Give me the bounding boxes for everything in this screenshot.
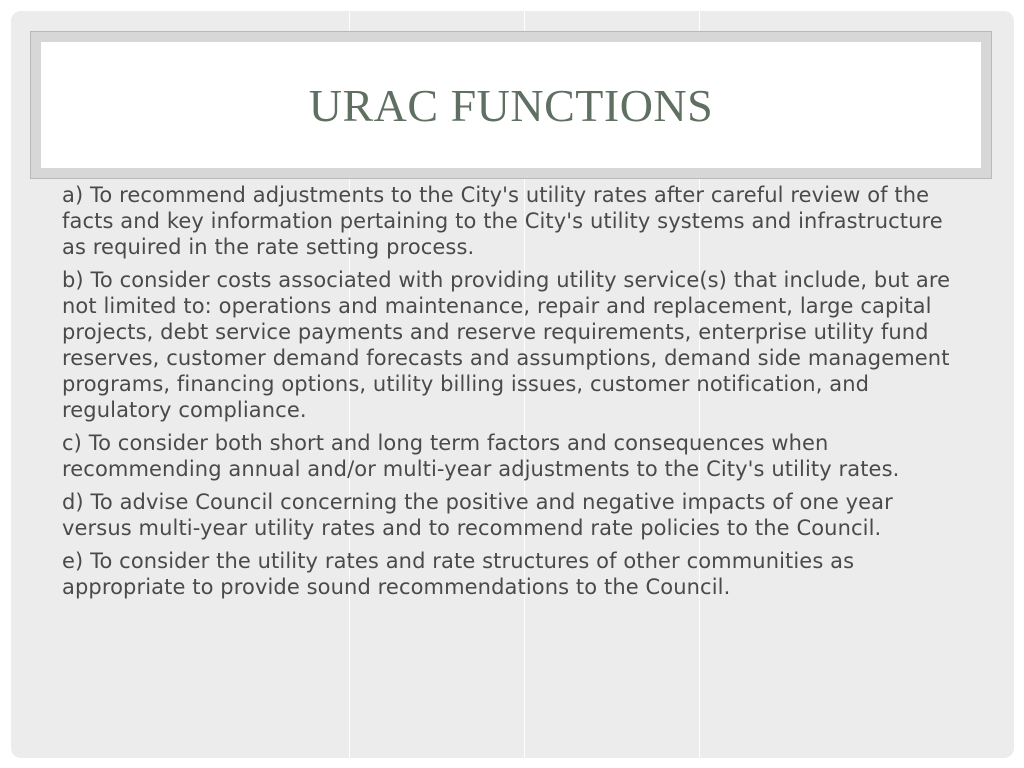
title-frame	[30, 31, 992, 179]
paragraph-d: d) To advise Council concerning the positive and negative impacts of one year versus multi-year utility rates and to recommend rate policies to the Council.	[62, 490, 893, 540]
paragraph-c: c) To consider both short and long term factors and consequences when recommending annual and/or multi-year adjustments to the City's utility rates.	[62, 431, 900, 481]
paragraph-e: e) To consider the utility rates and rate structures of other communities as appropriate to provide sound recommendations to the Council.	[62, 549, 855, 599]
slide-title: URAC FUNCTIONS	[308, 79, 714, 131]
slide	[11, 11, 1014, 758]
paragraph-a: a) To recommend adjustments to the City's utility rates after careful review of the facts and key information pertaining to the City's utility systems and infrastructure as required in the rate setting process.	[62, 183, 943, 259]
paragraph-b: b) To consider costs associated with providing utility service(s) that include, but are not limited to: operations and maintenance, repair and replacement, large capital projects, debt service payments and reserve requirements, enterprise utility fund reserves, customer demand forecasts and assumptions, demand side management programs, financing options, utility billing issues, customer notification, and regulatory compliance.	[62, 268, 951, 422]
title-box	[41, 42, 981, 168]
slide-body	[62, 182, 962, 607]
